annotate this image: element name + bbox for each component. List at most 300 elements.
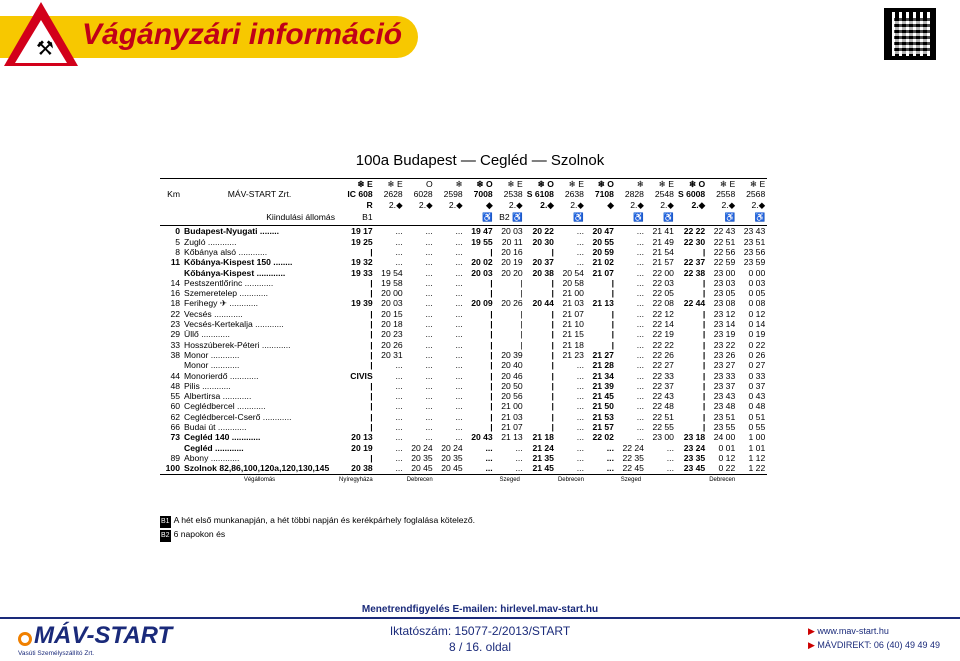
time-cell: 23 43	[713, 391, 736, 402]
station-row	[160, 319, 767, 329]
time-cell: 20 58	[562, 277, 584, 288]
train-type: ❄ E	[556, 179, 586, 190]
time-cell: |	[551, 319, 554, 330]
time-cell: ...	[636, 288, 644, 299]
station-km: 14	[170, 277, 180, 288]
bike-icon: ♿	[737, 210, 767, 226]
time-cell: 21 50	[592, 401, 614, 412]
station-km: 48	[170, 380, 180, 391]
time-cell: ...	[515, 442, 523, 453]
time-cell: 19 17	[351, 226, 373, 237]
station-row	[160, 381, 767, 391]
time-cell: ...	[666, 442, 674, 453]
time-cell: ...	[425, 360, 433, 371]
station-row	[160, 412, 767, 422]
time-cell: 22 22	[683, 226, 706, 237]
time-cell: 23 56	[743, 246, 766, 257]
time-cell: ...	[636, 422, 644, 433]
time-cell: |	[551, 288, 554, 299]
time-cell: 22 37	[652, 380, 674, 391]
station-km: 16	[170, 288, 180, 299]
time-cell: ...	[395, 360, 403, 371]
time-cell: ...	[425, 329, 433, 340]
time-cell: 0 12	[718, 452, 736, 463]
time-cell: |	[702, 370, 706, 381]
time-cell: ...	[485, 463, 493, 474]
contact-info	[808, 624, 940, 652]
time-cell: 19 47	[471, 226, 493, 237]
time-cell: 22 44	[683, 298, 706, 309]
time-cell: 20 03	[381, 298, 403, 309]
time-cell: ...	[606, 463, 614, 474]
train-number: 7008	[473, 189, 493, 200]
time-cell: 0 37	[748, 380, 766, 391]
time-cell: |	[520, 288, 523, 299]
time-cell: 23 27	[713, 360, 736, 371]
time-cell: 21 27	[592, 349, 614, 360]
time-cell: 19 54	[381, 267, 403, 278]
time-cell: ...	[666, 463, 674, 474]
time-cell: 20 54	[562, 267, 584, 278]
time-cell: ...	[636, 257, 644, 268]
time-cell: 22 37	[683, 257, 706, 268]
time-cell: |	[702, 319, 706, 330]
station-row	[160, 443, 767, 453]
time-cell: 20 30	[532, 236, 554, 247]
time-cell: 20 35	[411, 452, 433, 463]
note-text: 6 napokon és	[173, 529, 226, 539]
time-cell: |	[520, 329, 523, 340]
time-cell: 21 00	[501, 401, 523, 412]
time-cell: 20 45	[411, 463, 433, 474]
train-class: 2.◆	[540, 199, 554, 210]
train-class: 2.◆	[448, 199, 463, 210]
station-name: Kőbánya-Kispest ............	[184, 267, 286, 278]
station-name: Hosszúberek-Péteri ............	[184, 339, 291, 350]
time-cell: 22 03	[652, 277, 674, 288]
time-cell: ...	[636, 319, 644, 330]
time-cell: |	[702, 422, 706, 433]
time-cell: 21 00	[562, 288, 584, 299]
bike-icon: ♿	[616, 210, 646, 226]
time-cell: 20 24	[411, 442, 433, 453]
time-cell: 0 08	[748, 298, 766, 309]
train-number: S 6008	[677, 189, 706, 200]
banner-title: Vágányzári információ	[82, 18, 403, 51]
station-km	[160, 443, 182, 453]
time-cell: ...	[455, 391, 463, 402]
station-name: Cegléd ............	[184, 442, 244, 453]
time-cell: |	[551, 380, 554, 391]
time-cell: ...	[425, 257, 433, 268]
train-class: ◆	[607, 199, 614, 210]
time-cell: 0 05	[748, 288, 766, 299]
time-cell: 23 03	[713, 277, 736, 288]
time-cell: ...	[485, 452, 493, 463]
time-cell: 21 15	[562, 329, 584, 340]
time-cell: 20 26	[381, 339, 403, 350]
time-cell: ...	[425, 422, 433, 433]
train-number: 2628	[383, 189, 403, 200]
footer-email[interactable]: Menetrendfigyelés E-mailen: hirlevel.mav-start.hu	[361, 604, 599, 615]
time-cell: 22 38	[683, 267, 706, 278]
time-cell: |	[370, 308, 373, 319]
time-cell: 19 32	[351, 257, 373, 268]
time-cell: ...	[395, 226, 403, 237]
time-cell: 22 43	[652, 391, 674, 402]
time-cell: 22 19	[652, 329, 674, 340]
time-cell: ...	[455, 370, 463, 381]
time-cell: 20 55	[592, 236, 614, 247]
bike-icon	[435, 210, 465, 226]
destination	[586, 474, 616, 485]
time-cell: |	[611, 339, 614, 350]
time-cell: ...	[636, 391, 644, 402]
phone-text: MÁVDIREKT: 06 (40) 49 49 49	[817, 640, 940, 650]
time-cell: ...	[515, 463, 523, 474]
destination: Debrecen	[707, 474, 737, 485]
time-cell: 22 45	[622, 463, 644, 474]
bike-icon: B2 ♿	[495, 210, 525, 226]
time-cell: 21 24	[532, 442, 554, 453]
time-cell: ...	[455, 329, 463, 340]
station-km: 8	[175, 246, 180, 257]
time-cell: ...	[606, 452, 614, 463]
time-cell: |	[702, 288, 706, 299]
time-cell: 0 19	[748, 329, 766, 340]
train-type: ❄ E	[737, 179, 767, 190]
time-cell: |	[702, 339, 706, 350]
train-type: ❄ O	[586, 179, 616, 190]
station-name: Budai út ............	[184, 422, 247, 433]
time-cell: 21 07	[592, 267, 614, 278]
station-name: Ferihegy ✈ ............	[184, 298, 259, 309]
time-cell: |	[490, 246, 493, 257]
time-cell: 23 12	[713, 308, 736, 319]
station-name: Ceglédbercel-Cserő ............	[184, 411, 292, 422]
time-cell: |	[490, 380, 493, 391]
logo-swirl-icon	[18, 632, 32, 646]
time-cell: 19 55	[471, 236, 493, 247]
time-cell: 20 24	[441, 442, 463, 453]
time-cell: ...	[425, 401, 433, 412]
time-cell: 21 23	[562, 349, 584, 360]
time-cell: ...	[395, 422, 403, 433]
destination-row	[160, 474, 767, 485]
train-number: 7108	[594, 189, 614, 200]
time-cell: 22 02	[592, 432, 614, 443]
note-badge: B1	[160, 516, 171, 528]
time-cell: |	[520, 277, 523, 288]
time-cell: 20 43	[471, 432, 493, 443]
time-cell: 23 00	[713, 267, 736, 278]
time-cell: 21 39	[592, 380, 614, 391]
time-cell: 21 41	[652, 226, 674, 237]
time-cell: |	[551, 329, 554, 340]
destination: Nyíregyháza	[337, 474, 375, 485]
time-cell: 0 00	[748, 267, 766, 278]
time-cell: |	[551, 349, 554, 360]
station-km: 55	[170, 391, 180, 402]
time-cell: 20 09	[471, 298, 493, 309]
station-km: 44	[170, 370, 180, 381]
station-row	[160, 309, 767, 319]
bike-icon	[525, 210, 556, 226]
time-cell: ...	[576, 236, 584, 247]
time-cell: ...	[425, 267, 433, 278]
time-cell: 22 27	[652, 360, 674, 371]
train-type: ❄ O	[676, 179, 707, 190]
time-cell: |	[490, 401, 493, 412]
time-cell: ...	[395, 370, 403, 381]
time-cell: 20 23	[381, 329, 403, 340]
time-cell: |	[490, 360, 493, 371]
train-class: 2.◆	[418, 199, 433, 210]
time-cell: 21 49	[652, 236, 674, 247]
time-cell: ...	[636, 370, 644, 381]
train-number: 2598	[443, 189, 463, 200]
time-cell: ...	[636, 380, 644, 391]
time-cell: 23 48	[713, 401, 736, 412]
train-number: S 6108	[526, 189, 554, 200]
time-cell: 23 55	[713, 422, 736, 433]
timetable	[160, 178, 767, 485]
bike-icon	[405, 210, 435, 226]
time-cell: |	[611, 329, 614, 340]
train-type: ❄ E	[337, 179, 375, 190]
time-cell: ...	[395, 442, 403, 453]
time-cell: 22 48	[652, 401, 674, 412]
station-name: Pilis ............	[184, 380, 231, 391]
bike-icon: ♿	[465, 210, 495, 226]
station-km: 23	[170, 319, 180, 330]
time-cell: |	[611, 308, 614, 319]
station-name: Monor ............	[184, 349, 240, 360]
train-number: 2828	[624, 189, 644, 200]
time-cell: ...	[425, 288, 433, 299]
time-cell: |	[370, 319, 373, 330]
time-cell: CIVIS	[350, 370, 373, 381]
destination	[435, 474, 465, 485]
time-cell: 23 51	[713, 411, 736, 422]
time-cell: ...	[395, 380, 403, 391]
time-cell: 20 15	[381, 308, 403, 319]
time-cell: |	[520, 308, 523, 319]
time-cell: ...	[636, 349, 644, 360]
station-name: Pestszentlőrinc ............	[184, 277, 274, 288]
time-cell: |	[370, 246, 373, 257]
time-cell: 24 00	[713, 432, 736, 443]
time-cell: 0 43	[748, 391, 766, 402]
time-cell: |	[702, 411, 706, 422]
time-cell: 20 03	[471, 267, 493, 278]
header-row	[160, 200, 767, 210]
time-cell: ...	[455, 422, 463, 433]
time-cell: 20 56	[501, 391, 523, 402]
station-km: 5	[175, 236, 180, 247]
destination	[676, 474, 707, 485]
time-cell: 23 33	[713, 370, 736, 381]
time-cell: 20 31	[381, 349, 403, 360]
time-cell: ...	[455, 380, 463, 391]
station-row	[160, 298, 767, 308]
time-cell: 23 51	[743, 236, 766, 247]
time-cell: |	[702, 360, 706, 371]
logo-text: MÁV-START	[34, 622, 173, 649]
time-cell: |	[702, 391, 706, 402]
time-cell: |	[702, 349, 706, 360]
time-cell: 22 08	[652, 298, 674, 309]
time-cell: ...	[666, 452, 674, 463]
time-cell: |	[702, 246, 706, 257]
station-name: Monor ............	[184, 360, 240, 371]
time-cell: 0 01	[718, 442, 736, 453]
time-cell: 23 45	[683, 463, 706, 474]
bike-icon	[375, 210, 405, 226]
time-cell: |	[370, 380, 373, 391]
time-cell: 21 03	[501, 411, 523, 422]
time-cell: ...	[455, 308, 463, 319]
time-cell: |	[702, 380, 706, 391]
empty-cell	[160, 210, 182, 226]
time-cell: ...	[636, 226, 644, 237]
time-cell: 0 26	[748, 349, 766, 360]
time-cell: 20 39	[501, 349, 523, 360]
time-cell: 23 59	[743, 257, 766, 268]
time-cell: ...	[455, 298, 463, 309]
time-cell: 21 18	[532, 432, 554, 443]
time-cell: |	[551, 401, 554, 412]
time-cell: 21 03	[562, 298, 584, 309]
notes	[160, 514, 475, 542]
time-cell: ...	[636, 432, 644, 443]
time-cell: |	[370, 452, 373, 463]
station-row	[160, 350, 767, 360]
empty-cell	[182, 179, 337, 190]
time-cell: ...	[455, 267, 463, 278]
time-cell: 20 02	[471, 257, 493, 268]
station-row	[160, 340, 767, 350]
time-cell: 23 18	[683, 432, 706, 443]
time-cell: 0 22	[748, 339, 766, 350]
destination	[465, 474, 495, 485]
page-title: 100a Budapest — Cegléd — Szolnok	[355, 152, 605, 169]
time-cell: 21 18	[562, 339, 584, 350]
time-cell: 20 50	[501, 380, 523, 391]
station-km: 60	[170, 401, 180, 412]
footer-divider	[0, 617, 960, 619]
time-cell: |	[520, 339, 523, 350]
banner	[0, 0, 960, 78]
time-cell: ...	[455, 349, 463, 360]
station-name: Szolnok 82,86,100,120a,120,130,145	[184, 463, 330, 474]
time-cell: ...	[425, 236, 433, 247]
station-km: 89	[170, 452, 180, 463]
station-km: 100	[165, 463, 180, 474]
time-cell: ...	[425, 432, 433, 443]
time-cell: 23 19	[713, 329, 736, 340]
time-cell: ...	[485, 442, 493, 453]
time-cell: |	[370, 422, 373, 433]
station-row	[160, 422, 767, 432]
time-cell: ...	[455, 226, 463, 237]
time-cell: 21 07	[501, 422, 523, 433]
time-cell: 19 33	[351, 267, 373, 278]
time-cell: ...	[455, 319, 463, 330]
time-cell: ...	[576, 246, 584, 257]
time-cell: |	[611, 288, 614, 299]
time-cell: 20 00	[381, 288, 403, 299]
time-cell: |	[551, 277, 554, 288]
time-cell: 20 26	[501, 298, 523, 309]
time-cell: 20 19	[351, 442, 373, 453]
time-cell: ...	[576, 391, 584, 402]
station-row	[160, 226, 767, 237]
train-type: ❄ E	[375, 179, 405, 190]
time-cell: ...	[395, 246, 403, 257]
time-cell: ...	[576, 226, 584, 237]
time-cell: ...	[395, 463, 403, 474]
time-cell: |	[490, 319, 493, 330]
time-cell: |	[551, 308, 554, 319]
station-row	[160, 360, 767, 370]
time-cell: ...	[576, 422, 584, 433]
train-class: 2.◆	[751, 199, 766, 210]
train-class: 2.◆	[721, 199, 736, 210]
station-name: Cegléd 140 ............	[184, 432, 261, 443]
station-km: 73	[170, 432, 180, 443]
time-cell: ...	[395, 401, 403, 412]
time-cell: 22 59	[713, 257, 736, 268]
time-cell: 22 12	[652, 308, 674, 319]
time-cell: 22 22	[652, 339, 674, 350]
time-cell: 21 53	[592, 411, 614, 422]
train-class: 2.◆	[691, 199, 706, 210]
time-cell: |	[370, 401, 373, 412]
qr-code-icon	[884, 8, 936, 60]
header-row	[160, 189, 767, 199]
time-cell: ...	[425, 246, 433, 257]
time-cell: ...	[636, 277, 644, 288]
time-cell: 0 55	[748, 422, 766, 433]
station-name: Vecsés ............	[184, 308, 243, 319]
station-row	[160, 401, 767, 411]
start-label: Kiindulási állomás	[182, 210, 337, 226]
time-cell: ...	[636, 360, 644, 371]
station-km: 0	[175, 226, 180, 237]
time-cell: ...	[425, 411, 433, 422]
time-cell: |	[551, 246, 554, 257]
time-cell: ...	[395, 257, 403, 268]
station-row	[160, 432, 767, 442]
time-cell: ...	[576, 463, 584, 474]
time-cell: ...	[636, 401, 644, 412]
time-cell: |	[370, 277, 373, 288]
website-link[interactable]	[808, 624, 940, 638]
header-row	[160, 179, 767, 190]
time-cell: ...	[455, 432, 463, 443]
bike-icon: ♿	[707, 210, 737, 226]
time-cell: 1 01	[748, 442, 766, 453]
time-cell: |	[551, 422, 554, 433]
empty-cell	[160, 200, 182, 210]
train-number: 2538	[503, 189, 523, 200]
time-cell: ...	[576, 401, 584, 412]
time-cell: 0 22	[718, 463, 736, 474]
station-row	[160, 268, 767, 278]
time-cell: 22 35	[622, 452, 644, 463]
time-cell: ...	[455, 360, 463, 371]
